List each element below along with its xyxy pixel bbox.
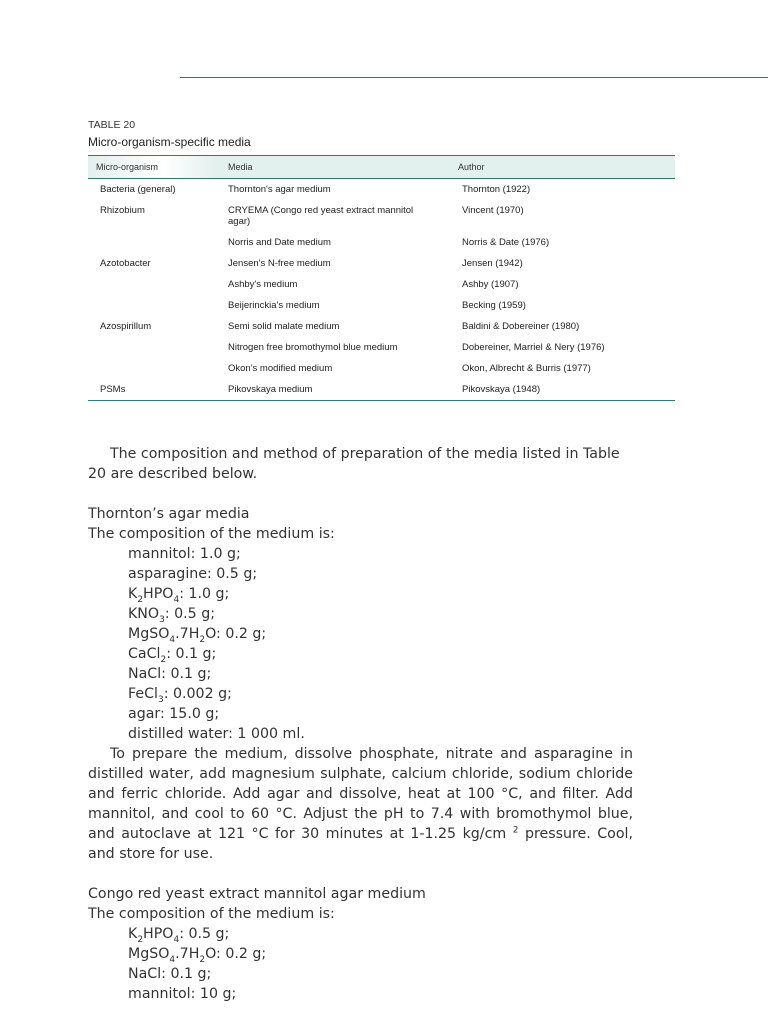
cell-media: Thornton's agar medium [228,184,331,195]
cell-author: Baldini & Dobereiner (1980) [462,321,580,332]
table-row [88,274,675,295]
table-row [88,179,675,201]
cell-organism: PSMs [100,384,126,395]
cell-media: Ashby's medium [228,279,298,290]
cell-author: Norris & Date (1976) [462,237,550,248]
table-row [88,316,675,337]
table-body [88,179,675,401]
body-text [88,444,633,1004]
ingredient-line: mannitol: 10 g; [128,986,237,1002]
cell-media: CRYEMA (Congo red yeast extract mannitol agar) [228,205,414,227]
table-header-row [88,156,675,179]
intro-paragraph: The composition and method of preparation of the media listed in Table 20 are described below. [88,446,620,482]
cell-author: Pikovskaya (1948) [462,384,541,395]
cell-media: Nitrogen free bromothymol blue medium [228,342,398,353]
cell-organism [88,232,216,253]
ingredient-line: $K_2HPO_4$: 0.5 g; [128,926,230,945]
ingredient-line: CaCl$_2$: 0.1 g; [128,646,217,665]
cell-author: Thornton (1922) [462,184,531,195]
ingredient-line: $MgSO_4.7H_2O$: 0.2 g; [128,946,267,965]
cell-media: Pikovskaya medium [228,384,313,395]
cell-media: Okon's modified medium [228,363,333,374]
table-caption: Micro-organism-specific media [88,135,251,149]
table-label: TABLE 20 [88,119,136,131]
section-title-congo-red: Congo red yeast extract mannitol agar medium [88,886,426,902]
ingredient-line: distilled water: 1 000 ml. [128,726,305,742]
cell-media: Jensen's N-free medium [228,258,331,269]
composition-label: The composition of the medium is: [88,526,335,542]
ingredient-line: $KNO_3$: 0.5 g; [128,606,215,625]
ingredient-line: $K_2HPO_4$: 1.0 g; [128,586,230,605]
table-row [88,337,675,358]
preparation-paragraph: To prepare the medium, dissolve phosphate, nitrate and asparagine in distilled water, add magnesium sulphate, calcium chloride, sodium chloride and ferric chloride. Add agar and dissolve, heat at 100 °C, and filter. Add mannitol, and cool to 60 °C. Adjust the pH to 7.4 with bromothymol blue, and autoclave at 121 °C for 30 minutes at 1-1.25 kg/cm $^2$ pressure. Cool, and store for use. [88,746,633,862]
table-row [88,253,675,274]
cell-organism: Rhizobium [100,205,145,216]
composition-label: The composition of the medium is: [88,906,335,922]
cell-organism [88,337,216,358]
table-row [88,200,675,232]
ingredient-line: NaCl: 0.1 g; [128,966,212,982]
cell-author: Jensen (1942) [462,258,523,269]
cell-author: Ashby (1907) [462,279,519,290]
cell-media: Norris and Date medium [228,237,331,248]
table-row [88,379,675,401]
cell-organism: Azospirillum [100,321,152,332]
ingredient-line: mannitol: 1.0 g; [128,546,241,562]
ingredient-line: agar: 15.0 g; [128,706,220,722]
header-media: Media [216,156,450,179]
cell-author: Vincent (1970) [462,205,524,216]
table-row [88,295,675,316]
ingredient-line: asparagine: 0.5 g; [128,566,258,582]
cell-organism [88,295,216,316]
section-title-thornton: Thornton’s agar media [88,506,250,522]
cell-organism [88,274,216,295]
cell-author: Dobereiner, Marriel & Nery (1976) [462,342,605,353]
cell-organism: Bacteria (general) [100,184,176,195]
ingredient-line: $MgSO_4.7H_2O$: 0.2 g; [128,626,267,645]
cell-author: Okon, Albrecht & Burris (1977) [462,363,591,374]
cell-organism [88,358,216,379]
header-organism: Micro-organism [88,156,216,179]
header-author: Author [450,156,675,179]
header-rule [180,77,768,78]
ingredient-line: FeCl$_3$: 0.002 g; [128,686,232,705]
table-row [88,358,675,379]
cell-media: Beijerinckia's medium [228,300,320,311]
cell-organism: Azotobacter [100,258,151,269]
media-table [88,155,675,401]
table-row [88,232,675,253]
cell-media: Semi solid malate medium [228,321,340,332]
cell-author: Becking (1959) [462,300,526,311]
ingredient-line: NaCl: 0.1 g; [128,666,212,682]
